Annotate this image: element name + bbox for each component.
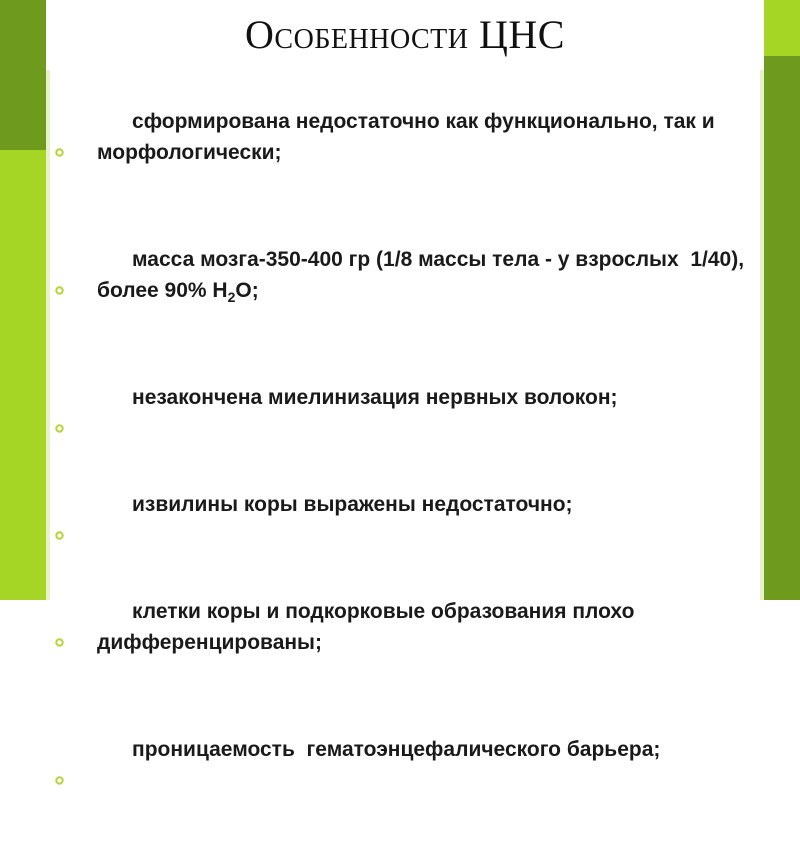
bullet-item (50, 703, 760, 796)
ring-bullet-icon (55, 224, 64, 233)
bullet-text: сформирована недостаточно как функционально, так и морфологически; (97, 110, 721, 164)
ring-bullet-icon (55, 714, 64, 723)
bullet-text: масса мозга-350-400 гр (1/8 массы тела - у взрослых 1/40), более 90% Н (97, 248, 750, 302)
bullet-text: извилины коры выражены недостаточно; (132, 493, 573, 516)
slide-title: Особенности ЦНС (245, 12, 565, 57)
decorative-green-bar-top-left (0, 0, 46, 150)
bullet-item (50, 213, 760, 337)
decorative-lime-bar-left (0, 150, 46, 600)
ring-bullet-icon (55, 469, 64, 478)
bullet-item (50, 351, 760, 444)
decorative-green-bar-right (764, 56, 800, 600)
subscript-two: 2 (227, 289, 236, 306)
bullet-list (50, 75, 760, 796)
decorative-pale-strip-right (760, 70, 764, 600)
ring-bullet-icon (55, 86, 64, 95)
bullet-item (50, 75, 760, 199)
bullet-text-suffix: О; (235, 279, 259, 302)
bullet-item (50, 458, 760, 551)
bullet-item (50, 565, 760, 689)
bullet-text: клетки коры и подкорковые образования плохо дифференцированы; (97, 600, 641, 654)
bullet-text: проницаемость гематоэнцефалического барьера; (132, 738, 661, 761)
bullet-text: незакончена миелинизация нервных волокон; (132, 386, 618, 409)
ring-bullet-icon (55, 362, 64, 371)
decorative-lime-bar-top-right (764, 0, 800, 56)
ring-bullet-icon (55, 576, 64, 585)
slide-content (50, 75, 760, 761)
